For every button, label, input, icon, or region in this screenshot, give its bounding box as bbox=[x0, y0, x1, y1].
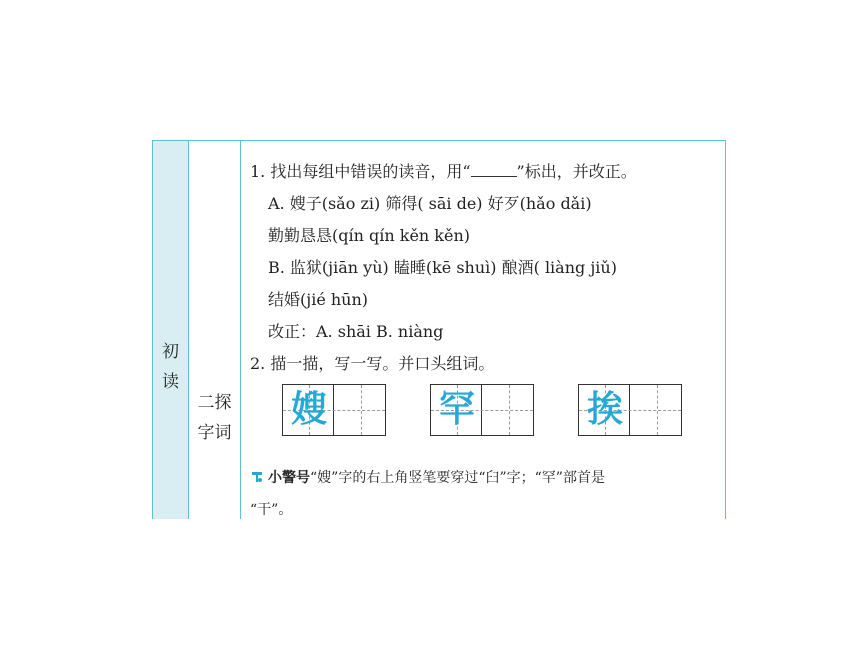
q1-a-line2: 勤勤恳恳(qín qín kěn kěn) bbox=[268, 226, 471, 245]
underline-blank bbox=[471, 164, 517, 177]
q1-a-line1: A. 嫂子(sǎo zi) 筛得( sāi de) 好歹(hǎo dǎi) bbox=[268, 194, 592, 213]
q1-title-pre: 1. 找出每组中错误的读音，用“ bbox=[250, 162, 471, 181]
trace-char-1: 嫂 bbox=[290, 389, 327, 430]
writing-grid-3[interactable] bbox=[578, 384, 682, 436]
worksheet-table bbox=[152, 140, 726, 519]
task-column bbox=[189, 141, 241, 519]
q1-title bbox=[250, 159, 637, 182]
task-label-1: 二探 bbox=[197, 393, 232, 413]
content-area bbox=[250, 141, 720, 519]
q1-b-line1: B. 监狱(jiān yù) 瞌睡(kē shuì) 酿酒( liàng jiǔ) bbox=[268, 258, 617, 277]
tip-icon bbox=[250, 470, 264, 484]
stage-char-1: 初 bbox=[162, 342, 179, 362]
task-label-2: 字词 bbox=[197, 423, 232, 443]
writing-grid-2[interactable] bbox=[430, 384, 534, 436]
q1-title-post: ”标出，并改正。 bbox=[516, 162, 637, 181]
tip-label: 小警号 bbox=[268, 470, 310, 486]
right-border bbox=[725, 141, 727, 519]
stage-char-2: 读 bbox=[162, 372, 179, 392]
q1-b-line2: 结婚(jié hūn) bbox=[268, 290, 369, 309]
q2-title: 2. 描一描，写一写。并口头组词。 bbox=[250, 354, 495, 373]
trace-char-3: 挨 bbox=[586, 389, 623, 430]
tip-line-1 bbox=[250, 467, 605, 487]
writing-grid-1[interactable] bbox=[282, 384, 386, 436]
tip-text-1: “嫂”字的右上角竖笔要穿过“臼”字；“罕”部首是 bbox=[310, 470, 605, 486]
trace-char-2: 罕 bbox=[438, 389, 475, 430]
tip-line-2: “干”。 bbox=[250, 502, 293, 518]
q1-fix: 改正：A. shāi B. niàng bbox=[268, 322, 444, 341]
stage-column bbox=[152, 141, 189, 519]
